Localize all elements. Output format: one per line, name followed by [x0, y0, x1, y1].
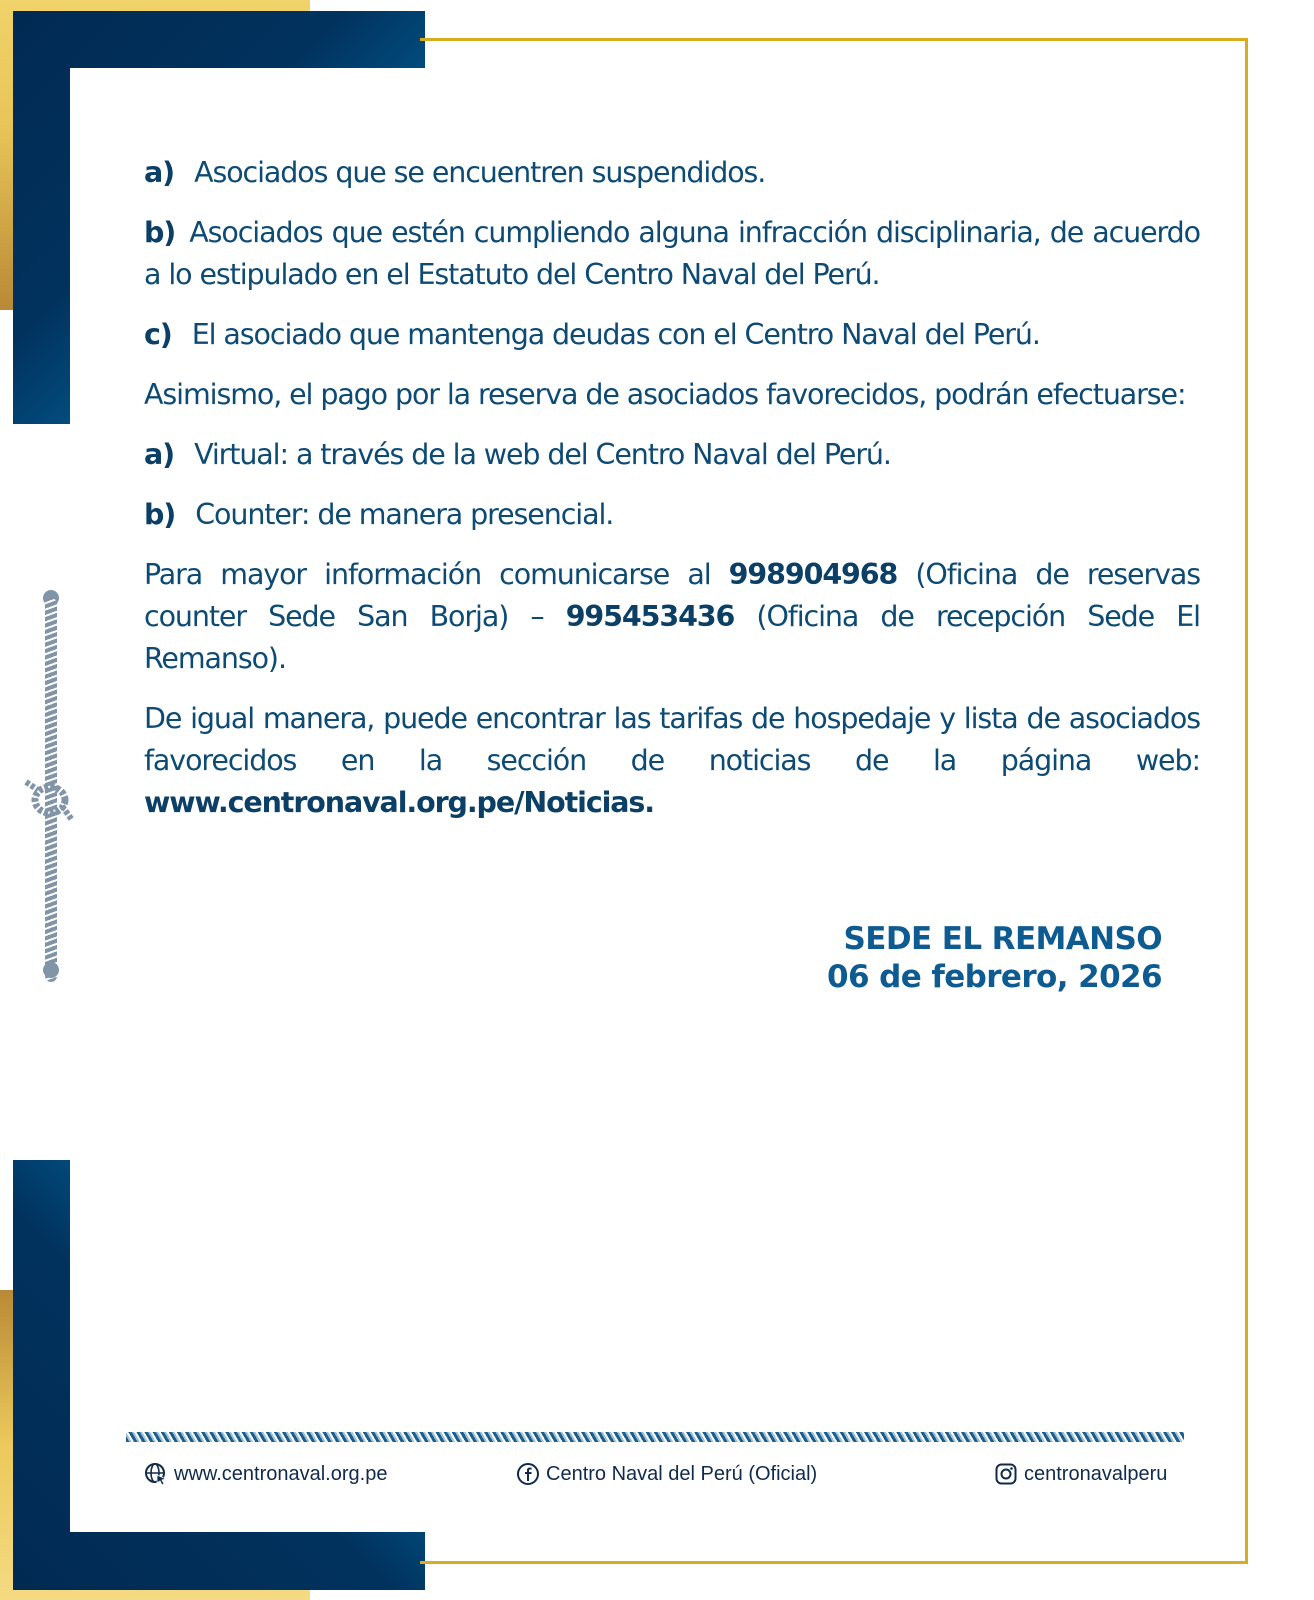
footer-facebook[interactable]	[516, 1462, 817, 1486]
restriction-item-b	[144, 212, 1200, 296]
contact-prefix: Para mayor información comunicarse al	[144, 558, 729, 591]
news-link[interactable]: www.centronaval.org.pe/Noticias.	[144, 786, 655, 819]
restriction-item-c	[144, 314, 1200, 356]
payment-item-a	[144, 434, 1200, 476]
web-info-text: De igual manera, puede encontrar las tarifas de hospedaje y lista de asociados favorecidos en la sección de noticias de la página web:	[144, 702, 1200, 777]
signature-date: 06 de febrero, 2026	[827, 959, 1162, 995]
item-label: c)	[144, 318, 172, 351]
payment-item-b	[144, 494, 1200, 536]
signature-place: SEDE EL REMANSO	[843, 921, 1162, 957]
contact-paragraph	[144, 554, 1200, 680]
rope-cap-bottom	[43, 962, 59, 978]
phone2-description: (Oficina de recepción Sede El Remanso).	[144, 600, 1200, 675]
item-label: a)	[144, 156, 175, 189]
footer-website[interactable]	[144, 1462, 387, 1486]
item-label: b)	[144, 498, 176, 531]
item-text: Asociados que estén cumpliendo alguna infracción disciplinaria, de acuerdo a lo estipulado en el Estatuto del Centro Naval del Perú.	[144, 216, 1200, 291]
signature-block	[827, 920, 1162, 996]
web-info-paragraph	[144, 698, 1200, 824]
rope-knot-icon	[24, 778, 76, 824]
payment-intro: Asimismo, el pago por la reserva de asociados favorecidos, podrán efectuarse:	[144, 378, 1186, 411]
globe-cursor-icon	[144, 1462, 168, 1486]
item-text: Asociados que se encuentren suspendidos.	[194, 156, 766, 189]
item-label: a)	[144, 438, 175, 471]
phone-number-san-borja: 998904968	[728, 558, 898, 591]
item-text: Counter: de manera presencial.	[195, 498, 614, 531]
document-body	[144, 152, 1200, 842]
phone-number-el-remanso: 995453436	[565, 600, 735, 633]
instagram-icon	[994, 1462, 1018, 1486]
item-text: El asociado que mantenga deudas con el Centro Naval del Perú.	[191, 318, 1040, 351]
footer-instagram-label: centronavalperu	[1024, 1462, 1168, 1485]
phone1-description: (Oficina de reservas counter Sede San Borja) –	[144, 558, 1200, 633]
item-label: b)	[144, 216, 176, 249]
restriction-item-a	[144, 152, 1200, 194]
footer-instagram[interactable]	[994, 1462, 1167, 1486]
facebook-icon	[516, 1462, 540, 1486]
horizontal-rope-divider	[126, 1432, 1184, 1442]
item-text: Virtual: a través de la web del Centro Naval del Perú.	[194, 438, 891, 471]
footer-website-label: www.centronaval.org.pe	[174, 1462, 388, 1485]
footer-facebook-label: Centro Naval del Perú (Oficial)	[546, 1462, 818, 1485]
footer	[0, 1462, 1314, 1492]
